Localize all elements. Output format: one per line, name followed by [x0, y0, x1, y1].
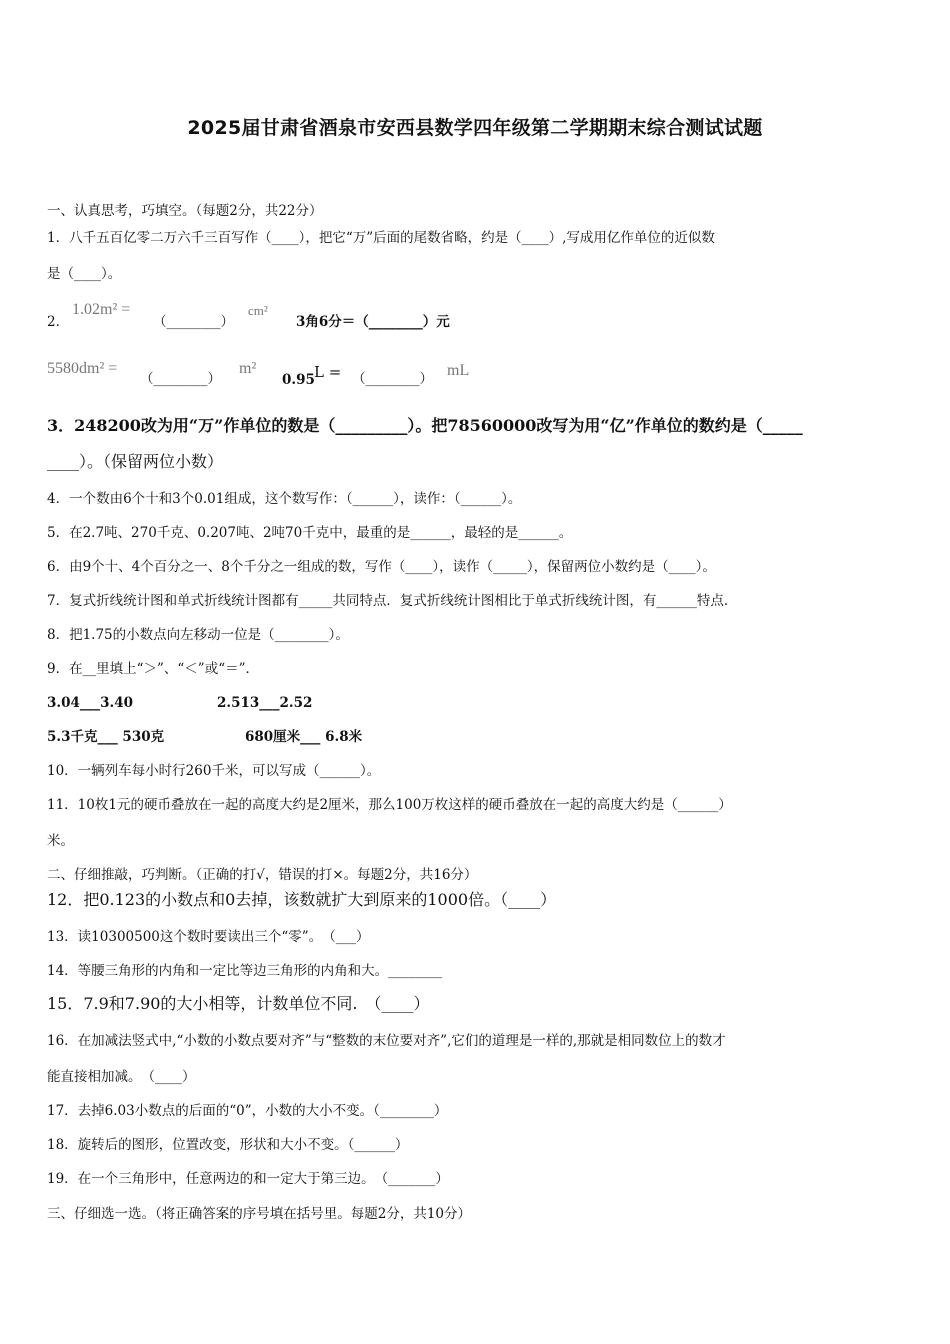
question-8: 8．把1.75的小数点向左移动一位是（________）。	[47, 627, 349, 643]
question-13: 13．读10300500这个数时要读出三个“零”。 （___）	[47, 929, 370, 945]
question-2-expr4a: 0.95	[282, 372, 315, 388]
question-3-line1: 3．248200改为用“万”作单位的数是（_________）。把78560000改写为用“亿”作单位的数约是（_____	[47, 416, 803, 435]
question-2-expr4b: L =	[314, 363, 342, 381]
question-17: 17．去掉6.03小数点的后面的“0”，小数的大小不变。（________）	[47, 1103, 448, 1119]
question-2-expr2: 3角6分＝（________）元	[296, 314, 450, 330]
question-7: 7．复式折线统计图和单式折线统计图都有_____共同特点．复式折线统计图相比于单式折线统计图，有______特点．	[47, 593, 738, 609]
question-5: 5．在2.7吨、270千克、0.207吨、2吨70千克中，最重的是______，最轻的是______。	[47, 525, 573, 541]
question-2-number: 2．	[47, 314, 70, 330]
question-9-item-a: 3.04___3.40	[47, 695, 134, 711]
question-3-line2: ____）。（保留两位小数）	[47, 452, 224, 471]
question-2-blank4: （________）	[352, 371, 433, 387]
question-10: 10．一辆列车每小时行260千米，可以写成（______）。	[47, 763, 381, 779]
question-9-item-d: 680厘米___ 6.8米	[245, 729, 363, 745]
question-1-line1: 1．八千五百亿零二万六千三百写作（____），把它“万”后面的尾数省略，约是（____）,写成用亿作单位的近似数	[47, 230, 715, 246]
question-2-blank3: （________）	[140, 371, 221, 387]
question-16-line1: 16．在加减法竖式中,“小数的小数点要对齐”与“整数的末位要对齐”,它们的道理是一样的,那就是相同数位上的数才	[47, 1033, 726, 1049]
question-1-line2: 是（____）。	[47, 266, 122, 282]
question-9: 9．在__里填上“＞”、“＜”或“＝”．	[47, 661, 259, 677]
question-11-line1: 11．10枚1元的硬币叠放在一起的高度大约是2厘米，那么100万枚这样的硬币叠放在一起的高度大约是（______）	[47, 797, 732, 813]
question-15: 15．7.9和7.90的大小相等，计数单位不同. （____）	[47, 994, 430, 1013]
question-9-item-c: 5.3千克___ 530克	[47, 729, 165, 745]
question-2-blank1: （________）	[153, 314, 234, 330]
question-9-item-b: 2.513___2.52	[217, 695, 313, 711]
page-title: 2025届甘肃省酒泉市安西县数学四年级第二学期期末综合测试试题	[187, 117, 763, 139]
question-11-line2: 米。	[47, 833, 74, 849]
question-6: 6．由9个十、4个百分之一、8个千分之一组成的数，写作（____），读作（_____），保留两位小数约是（____）。	[47, 559, 716, 575]
question-2-expr1: 1.02m² =	[72, 301, 131, 318]
question-2-unit4: mL	[447, 362, 470, 379]
section2-header: 二、仔细推敲，巧判断。（正确的打√，错误的打×。每题2分，共16分）	[47, 867, 478, 883]
question-19: 19．在一个三角形中，任意两边的和一定大于第三边。 （_______）	[47, 1171, 449, 1187]
question-2-expr3: 5580dm² =	[47, 360, 118, 377]
question-18: 18．旋转后的图形，位置改变，形状和大小不变。（______）	[47, 1137, 409, 1153]
question-14: 14．等腰三角形的内角和一定比等边三角形的内角和大。________	[47, 963, 443, 979]
section1-header: 一、认真思考，巧填空。（每题2分，共22分）	[47, 203, 323, 219]
question-2-unit1: cm²	[248, 303, 268, 318]
section3-header: 三、仔细选一选。（将正确答案的序号填在括号里。每题2分，共10分）	[47, 1206, 472, 1222]
question-2-unit3: m²	[239, 360, 257, 377]
question-12: 12．把0.123的小数点和0去掉，该数就扩大到原来的1000倍。（____）	[47, 890, 557, 909]
question-16-line2: 能直接相加减。 （____）	[47, 1069, 196, 1085]
question-4: 4．一个数由6个十和3个0.01组成，这个数写作：（______），读作：（______）。	[47, 491, 522, 507]
